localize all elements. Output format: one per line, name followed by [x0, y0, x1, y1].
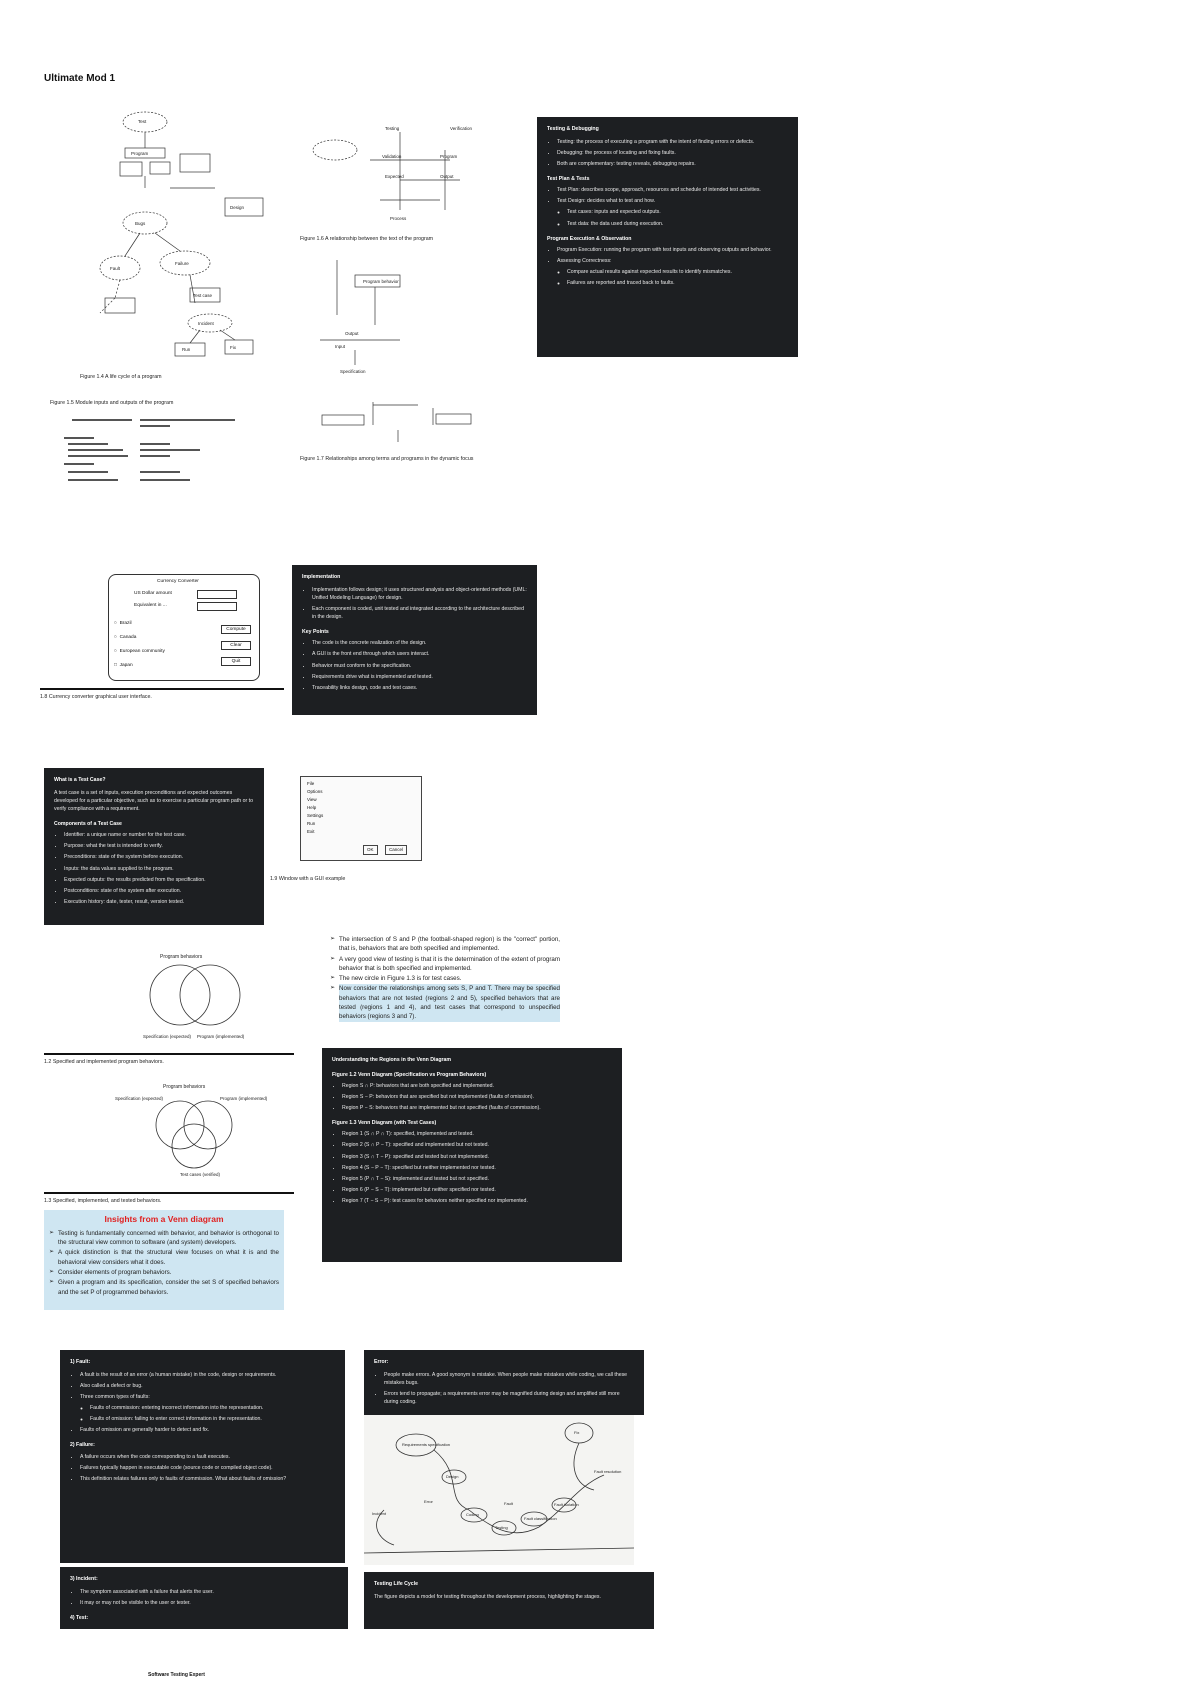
testing-relations-diagram — [300, 120, 490, 230]
radio-label: European community — [119, 649, 165, 654]
gui-window-example — [300, 776, 422, 861]
panel-bullet: • Each component is coded, unit tested and integrated according to the architecture described in the design. — [312, 605, 527, 621]
radio-option-japan[interactable]: □ Japan — [114, 663, 133, 668]
io-relationship-diagram — [318, 400, 488, 445]
lifecycle-label: Design — [446, 1474, 459, 1479]
panel-bullet: ◦ Failures are reported and traced back to faults. — [567, 279, 788, 287]
panel-bullet: • Program Execution: running the program with test inputs and observing outputs and behavior. — [557, 246, 788, 254]
insight-bullet: ➢ Given a program and its specification, consider the set S of specified behaviors and the set P of programmed behaviors. — [58, 1278, 279, 1297]
diagram-b-label: Validation — [382, 154, 402, 159]
figure-caption: 1.3 Specified, implemented, and tested behaviors. — [44, 1198, 162, 1204]
diagram-b-label: Testing — [385, 126, 400, 131]
gui-heading: Currency Converter — [157, 579, 199, 584]
diagram-c-label: Input — [335, 344, 346, 349]
testing-life-cycle-sketch — [364, 1415, 634, 1565]
panel-bullet: • Identifier: a unique name or number for the test case. — [64, 831, 254, 839]
radio-option-ec[interactable]: ○ European community — [114, 649, 165, 654]
venn-label-program: Program (implemented) — [197, 1034, 245, 1039]
menu-item[interactable]: View — [307, 797, 317, 802]
venn-diagram-tested — [115, 1080, 275, 1180]
gui-field-label: US Dollar amount — [134, 591, 172, 596]
compute-button[interactable]: Compute — [221, 625, 251, 634]
diagram-a-label-run: Run — [182, 347, 191, 352]
menu-item[interactable]: Exit — [307, 829, 315, 834]
page-title: Ultimate Mod 1 — [44, 73, 116, 84]
testing-debugging-panel — [537, 117, 798, 357]
panel-bullet: • Region 4 (S − P − T): specified but neither implemented nor tested. — [342, 1164, 612, 1172]
lifecycle-label: Fix — [574, 1430, 580, 1435]
module-io-listing — [60, 415, 270, 500]
panel-bullet: • Errors tend to propagate; a requirements error may be magnified during design and amplified still more during coding. — [384, 1390, 634, 1406]
diagram-b-label: Process — [390, 216, 407, 221]
panel-heading: Testing & Debugging — [547, 126, 599, 132]
panel-bullet: • Requirements drive what is implemented and tested. — [312, 673, 527, 681]
radio-label: Brazil — [119, 621, 132, 626]
lifecycle-label: Error — [424, 1499, 433, 1504]
panel-bullet: ◦ Compare actual results against expected results to identify mismatches. — [567, 268, 788, 276]
diagram-a-label-test: Test — [138, 119, 147, 124]
venn-label-tests: Test cases (verified) — [180, 1172, 221, 1177]
panel-subheading: 4) Test: — [70, 1615, 89, 1622]
venn-text-bullet: ➢ The new circle in Figure 1.3 is for test cases. — [339, 974, 560, 983]
panel-bullet: • People make errors. A good synonym is mistake. When people make mistakes while coding, we call these mistakes bugs. — [384, 1371, 634, 1387]
insights-box — [44, 1210, 284, 1310]
diagram-a-label-failure: Failure — [175, 261, 189, 266]
diagram-a-label-design: Design — [230, 205, 245, 210]
divider — [44, 1192, 294, 1194]
panel-heading: Implementation — [302, 574, 341, 580]
radio-label: Japan — [119, 663, 133, 668]
diagram-a-label-fix: Fix — [230, 345, 236, 350]
panel-bullet: • Execution history: date, tester, result, version tested. — [64, 898, 254, 906]
usd-amount-input[interactable] — [197, 590, 237, 599]
lifecycle-label: Fault isolation — [554, 1502, 579, 1507]
panel-bullet: • Failures typically happen in executable code (source code or compiled object code). — [80, 1464, 335, 1472]
panel-bullet: • Faults of omission are generally harder to detect and fix. — [80, 1426, 335, 1434]
panel-bullet: • Region 3 (S ∩ T − P): specified and tested but not implemented. — [342, 1153, 612, 1161]
lifecycle-label: Incident — [372, 1511, 387, 1516]
radio-option-canada[interactable]: ○ Canada — [114, 635, 137, 640]
venn-text-bullet: ➢ A very good view of testing is that it is the determination of the extent of program behavior that is both specified and implemented. — [339, 955, 560, 974]
venn-explanation — [322, 935, 560, 1045]
panel-bullet: • Preconditions: state of the system before execution. — [64, 853, 254, 861]
panel-bullet: • Postconditions: state of the system after execution. — [64, 887, 254, 895]
panel-subheading: Key Points — [302, 629, 329, 636]
radio-label: Canada — [119, 635, 137, 640]
insights-title: Insights from a Venn diagram — [104, 1214, 224, 1224]
venn-title: Program behaviors — [163, 1084, 206, 1090]
menu-item[interactable]: Settings — [307, 813, 324, 818]
divider — [44, 1053, 294, 1055]
panel-bullet: • Traceability links design, code and test cases. — [312, 684, 527, 692]
diagram-b-label: Expected — [385, 174, 404, 179]
page-footer: Software Testing Expert — [148, 1672, 205, 1678]
panel-bullet: • Three common types of faults: — [80, 1393, 335, 1401]
equivalent-output-field — [197, 602, 237, 611]
panel-bullet: • Implementation follows design; it uses structured analysis and object-oriented methods (UML: Unified Modeling Language) for design. — [312, 586, 527, 602]
panel-bullet: • Purpose: what the test is intended to verify. — [64, 842, 254, 850]
panel-heading: Error: — [374, 1359, 389, 1365]
panel-bullet: • Both are complementary: testing reveals, debugging repairs. — [557, 160, 788, 168]
venn-diagram-specified-implemented — [135, 950, 255, 1045]
panel-bullet: ◦ Test cases: inputs and expected outputs. — [567, 208, 788, 216]
panel-bullet: • Behavior must conform to the specification. — [312, 662, 527, 670]
panel-bullet: • Testing: the process of executing a program with the intent of finding errors or defects. — [557, 138, 788, 146]
venn-regions-panel — [322, 1048, 622, 1262]
menu-item[interactable]: Run — [307, 821, 316, 826]
figure-caption: Figure 1.4 A life cycle of a program — [80, 374, 162, 380]
panel-subheading: Figure 1.3 Venn Diagram (with Test Cases) — [332, 1120, 437, 1127]
diagram-c-label: Program behavior — [363, 279, 399, 284]
venn-text-bullet: ➢ Now consider the relationships among sets S, P and T. There may be specified behaviors that are not tested (regions 2 and 5), specified behaviors that are tested (regions 1 and 4), and test cases that correspond to unspecified behaviors (regions 3 and 7). — [339, 984, 560, 1021]
lifecycle-label: Fault — [504, 1501, 513, 1506]
panel-bullet: • The code is the concrete realization of the design. — [312, 639, 527, 647]
lifecycle-label: Fault resolution — [594, 1469, 622, 1474]
panel-bullet: ◦ Test data: the data used during execution. — [567, 220, 788, 228]
panel-bullet: • Debugging: the process of locating and fixing faults. — [557, 149, 788, 157]
test-case-panel — [44, 768, 264, 925]
panel-bullet: • Region 7 (T − S − P): test cases for behaviors neither specified nor implemented. — [342, 1197, 612, 1205]
figure-caption: 1.2 Specified and implemented program behaviors. — [44, 1059, 164, 1065]
insight-bullet: ➢ Consider elements of program behaviors. — [58, 1268, 279, 1277]
panel-bullet: ◦ Faults of omission: failing to enter correct information in the representation. — [90, 1415, 335, 1423]
panel-subheading: 2) Failure: — [70, 1442, 95, 1449]
cancel-button[interactable]: Cancel — [385, 845, 407, 855]
clear-button[interactable]: Clear — [221, 641, 251, 650]
panel-bullet: • A failure occurs when the code corresponding to a fault executes. — [80, 1453, 335, 1461]
diagram-a-label-fault: Fault — [110, 266, 121, 271]
menu-item[interactable]: Help — [307, 805, 317, 810]
insight-bullet: ➢ Testing is fundamentally concerned with behavior, and behavior is orthogonal to the structural view common to software (and system) developers. — [58, 1229, 279, 1248]
lifecycle-label: Testing — [495, 1525, 508, 1530]
menu-item[interactable]: File — [307, 781, 315, 786]
panel-bullet: • Region P − S: behaviors that are implemented but not specified (faults of commission). — [342, 1104, 612, 1112]
panel-bullet: • Inputs: the data values supplied to the program. — [64, 865, 254, 873]
figure-caption: 1.9 Window with a GUI example — [270, 876, 346, 882]
panel-bullet: • Region S ∩ P: behaviors that are both specified and implemented. — [342, 1082, 612, 1090]
panel-bullet: • Test Design: decides what to test and how. — [557, 197, 788, 205]
panel-bullet: • Region 5 (P ∩ T − S): implemented and tested but not specified. — [342, 1175, 612, 1183]
panel-intro: A test case is a set of inputs, execution preconditions and expected outcomes developed for a particular objective, such as to exercise a particular program path or to verify compliance with a requirement. — [54, 790, 253, 813]
diagram-a-label-test-case: Test case — [193, 293, 213, 298]
panel-bullet: • It may or may not be visible to the user or tester. — [80, 1599, 338, 1607]
panel-heading: 3) Incident: — [70, 1576, 98, 1582]
program-behavior-diagram — [315, 255, 435, 375]
panel-bullet: • Also called a defect or bug. — [80, 1382, 335, 1390]
diagram-a-label-incident: Incident — [198, 321, 214, 326]
error-panel — [364, 1350, 644, 1415]
panel-bullet: • Region 1 (S ∩ P ∩ T): specified, implemented and tested. — [342, 1130, 612, 1138]
lifecycle-flowchart — [95, 108, 270, 368]
panel-bullet: • Test Plan: describes scope, approach, resources and schedule of intended test activities. — [557, 186, 788, 194]
panel-text: The figure depicts a model for testing throughout the development process, highlighting the stages. — [374, 1594, 601, 1601]
venn-label-spec: Specification (expected) — [143, 1034, 192, 1039]
lifecycle-label: Coding — [466, 1512, 479, 1517]
panel-bullet: • A fault is the result of an error (a human mistake) in the code, design or requirements. — [80, 1371, 335, 1379]
fault-failure-panel — [60, 1350, 345, 1563]
venn-title: Program behaviors — [160, 954, 203, 960]
implementation-panel — [292, 565, 537, 715]
menu-item[interactable]: Options — [307, 789, 323, 794]
testing-life-cycle-panel — [364, 1572, 654, 1629]
panel-bullet: • Region 6 (P − S − T): implemented but neither specified nor tested. — [342, 1186, 612, 1194]
diagram-c-label: Specification — [340, 369, 366, 374]
divider — [40, 688, 284, 690]
diagram-c-label: Output — [345, 331, 359, 336]
lifecycle-label: Requirements specification — [402, 1442, 451, 1447]
panel-subheading: Test Plan & Tests — [547, 176, 590, 183]
panel-heading: Understanding the Regions in the Venn Diagram — [332, 1057, 452, 1063]
figure-caption: Figure 1.5 Module inputs and outputs of the program — [50, 400, 174, 406]
incident-panel — [60, 1567, 348, 1629]
panel-bullet: • This definition relates failures only to faults of commission. What about faults of omission? — [80, 1475, 335, 1483]
quit-button[interactable]: Quit — [221, 657, 251, 666]
diagram-a-label-bugs: Bugs — [135, 221, 146, 226]
panel-subheading: Components of a Test Case — [54, 821, 122, 828]
diagram-b-label: Program — [440, 154, 458, 159]
ok-button[interactable]: OK — [363, 845, 378, 855]
venn-label-spec: Specification (expected) — [115, 1096, 164, 1101]
gui-field-label: Equivalent in ... — [134, 603, 167, 608]
panel-heading: What is a Test Case? — [54, 777, 106, 783]
diagram-a-label-program: Program — [131, 151, 149, 156]
panel-bullet: • Region S − P: behaviors that are specified but not implemented (faults of omission). — [342, 1093, 612, 1101]
panel-bullet: • Expected outputs: the results predicted from the specification. — [64, 876, 254, 884]
diagram-b-label: Output — [440, 174, 454, 179]
diagram-b-label: Verification — [450, 126, 473, 131]
panel-heading: Testing Life Cycle — [374, 1581, 419, 1587]
insight-bullet: ➢ A quick distinction is that the structural view focuses on what it is and the behavioral view considers what it does. — [58, 1248, 279, 1267]
panel-heading: 1) Fault: — [70, 1359, 91, 1365]
figure-caption: Figure 1.7 Relationships among terms and programs in the dynamic focus — [300, 456, 474, 462]
panel-bullet: • The symptom associated with a failure that alerts the user. — [80, 1588, 338, 1596]
figure-caption: Figure 1.6 A relationship between the text of the program — [300, 236, 434, 242]
panel-bullet: • A GUI is the front end through which users interact. — [312, 650, 527, 658]
lifecycle-label: Fault classification — [524, 1516, 557, 1521]
radio-option-brazil[interactable]: ○ Brazil — [114, 621, 132, 626]
currency-converter-window — [108, 574, 260, 681]
panel-subheading: Program Execution & Observation — [547, 235, 632, 242]
venn-text-bullet: ➢ The intersection of S and P (the football-shaped region) is the "correct" portion, that is, behaviors that are both specified and implemented. — [339, 935, 560, 954]
panel-bullet: • Assessing Correctness: — [557, 257, 788, 265]
venn-label-program: Program (implemented) — [220, 1096, 268, 1101]
panel-bullet: ◦ Faults of commission: entering incorrect information into the representation. — [90, 1404, 335, 1412]
panel-subheading: Figure 1.2 Venn Diagram (Specification vs Program Behaviors) — [332, 1072, 487, 1079]
panel-bullet: • Region 2 (S ∩ P − T): specified and implemented but not tested. — [342, 1141, 612, 1149]
figure-caption: 1.8 Currency converter graphical user interface. — [40, 694, 152, 700]
